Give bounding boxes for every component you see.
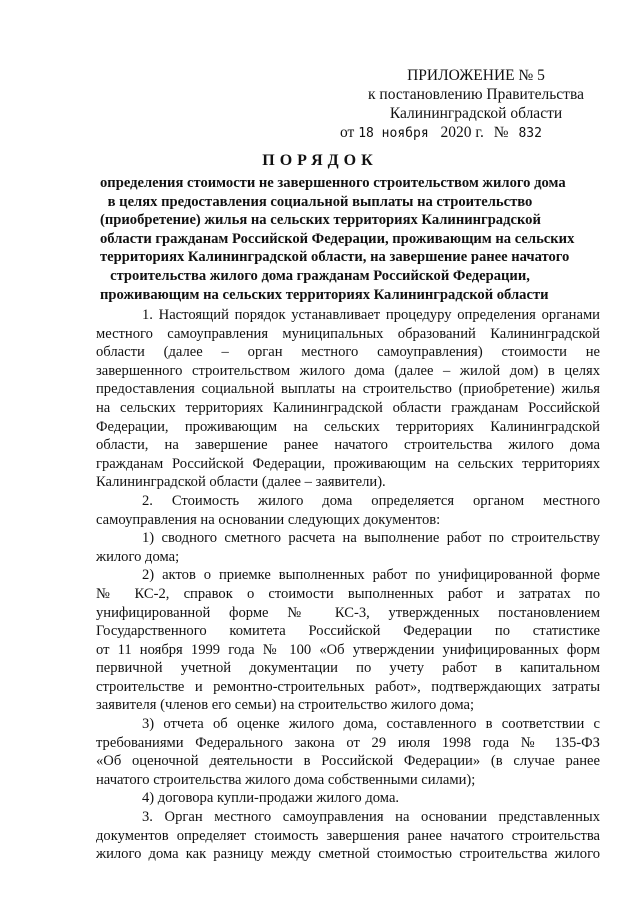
paragraph-line: от 11 ноября 1999 года № 100 «Об утверждении унифицированных форм xyxy=(96,641,600,658)
paragraph-line: завершенного строительством жилого дома (далее – жилой дом) в целях xyxy=(96,362,600,379)
paragraph-line: заявителя (членов его семьи) на строительство жилого дома; xyxy=(96,697,475,714)
paragraph-line: области, на завершение ранее начатого строительства жилого дома xyxy=(96,437,600,454)
paragraph-line: «Об оценочной деятельности в Российской Федерации» (в случае ранее xyxy=(96,753,600,770)
number-typed: 832 xyxy=(518,126,542,141)
document-title: ПОРЯДОК xyxy=(262,152,378,169)
subtitle-line: области гражданам Российской Федерации, проживающим на сельских xyxy=(100,230,575,247)
appendix-resolution-ref: к постановлению Правительства xyxy=(368,86,584,103)
subtitle-line: определения стоимости не завершенного строительством жилого дома xyxy=(100,175,566,191)
paragraph-line: на сельских территориях Калининградской области гражданам Российской xyxy=(96,399,600,416)
paragraph-line: № КС-2, справок о стоимости выполненных работ и затратах по xyxy=(96,585,600,602)
number-prefix: № xyxy=(493,124,509,141)
paragraph-line: унифицированной форме № КС-3, утвержденных постановлением xyxy=(96,604,600,621)
paragraph xyxy=(96,566,600,715)
paragraph-line: Федерации, проживающим на сельских территориях Калининградской xyxy=(96,418,600,435)
paragraph xyxy=(96,808,600,864)
date-typed: 18 ноября xyxy=(358,126,429,141)
paragraph-line: самоуправления на основании следующих документов: xyxy=(96,511,441,528)
paragraph xyxy=(96,492,600,529)
date-prefix: от xyxy=(340,124,355,141)
document-body xyxy=(96,306,600,864)
document-subtitle xyxy=(100,174,575,304)
paragraph-line: местного самоуправления муниципальных образований Калининградской xyxy=(96,325,600,342)
paragraph-line: 1) сводного сметного расчета на выполнение работ по строительству xyxy=(142,530,600,547)
paragraph-line: требованиями Федерального закона от 29 июля 1998 года № 135-ФЗ xyxy=(96,734,600,751)
appendix-region: Калининградской области xyxy=(389,105,563,122)
appendix-date-line xyxy=(340,123,612,143)
paragraph-line: 2. Стоимость жилого дома определяется органом местного xyxy=(142,492,600,509)
paragraph-line: начатого строительства жилого дома собственными силами); xyxy=(96,771,476,788)
paragraph-line: 1. Настоящий порядок устанавливает процедуру определения органами xyxy=(142,307,600,323)
paragraph-line: гражданам Российской Федерации, проживающим на сельских территориях xyxy=(96,455,600,472)
paragraph-line: 3) отчета об оценке жилого дома, составленного в соответствии с xyxy=(142,716,600,733)
appendix-header xyxy=(340,66,612,143)
paragraph-line: документов определяет стоимость завершения ранее начатого строительства xyxy=(96,827,600,844)
appendix-number: ПРИЛОЖЕНИЕ № 5 xyxy=(407,67,545,84)
paragraph xyxy=(96,529,600,566)
paragraph xyxy=(96,715,600,789)
paragraph-line: предоставления социальной выплаты на строительство (приобретение) жилья xyxy=(96,381,600,398)
subtitle-line: в целях предоставления социальной выплаты на строительство xyxy=(107,193,533,210)
paragraph xyxy=(96,306,600,492)
subtitle-line: проживающим на сельских территориях Калининградской области xyxy=(100,286,549,303)
date-year: 2020 г. xyxy=(440,124,484,141)
subtitle-line: (приобретение) жилья на сельских территориях Калининградской xyxy=(100,212,541,229)
paragraph-line: 3. Орган местного самоуправления на основании представленных xyxy=(142,809,600,826)
paragraph-line: жилого дома как разницу между сметной стоимостью строительства жилого xyxy=(96,846,600,863)
paragraph-line: строительстве и ремонтно-строительных работ», подтверждающих затраты xyxy=(96,678,600,695)
paragraph-line: 2) актов о приемке выполненных работ по унифицированной форме xyxy=(142,567,600,584)
paragraph-line: 4) договора купли-продажи жилого дома. xyxy=(142,790,400,807)
subtitle-line: строительства жилого дома гражданам Российской Федерации, xyxy=(110,267,530,284)
paragraph-line: жилого дома; xyxy=(96,548,180,565)
paragraph-line: области (далее – орган местного самоуправления) стоимости не xyxy=(96,344,600,361)
paragraph-line: первичной учетной документации по учету работ в капитальном xyxy=(96,660,600,677)
paragraph-line: Государственного комитета Российской Федерации по статистике xyxy=(96,623,600,640)
subtitle-line: территориях Калининградской области, на завершение ранее начатого xyxy=(100,249,570,266)
paragraph xyxy=(96,789,600,808)
paragraph-line: Калининградской области (далее – заявители). xyxy=(96,474,386,491)
